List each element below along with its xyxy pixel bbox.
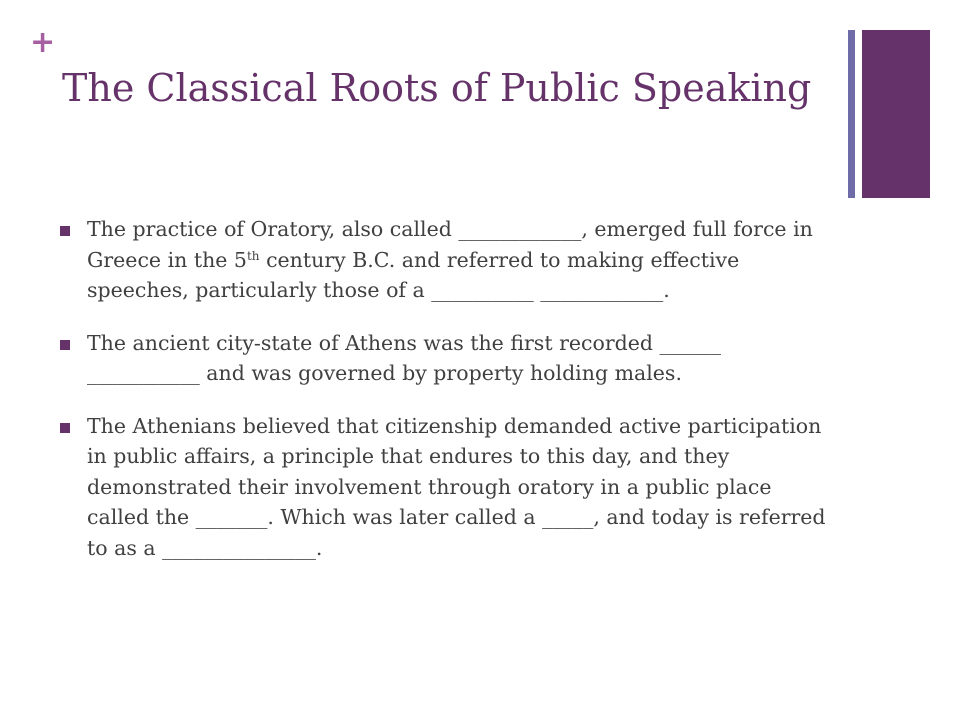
accent-bar-thin [848, 30, 855, 198]
bullet-text: The Athenians believed that citizenship demanded active participation in public affairs, a principle that endures to this day, and they demonstrated their involvement through oratory in a public place called the _______. Which was later called a _____, and today is referred to as a _______________. [87, 413, 826, 560]
slide-title: The Classical Roots of Public Speaking [62, 66, 812, 110]
bullet-list [60, 214, 840, 585]
bullet-square-icon [60, 226, 70, 236]
bullet-item-citizenship [60, 411, 840, 564]
bullet-square-icon [60, 423, 70, 433]
bullet-text: The practice of Oratory, also called ____________, emerged full force in Greece in the 5 [87, 217, 813, 272]
bullet-item-oratory [60, 214, 840, 306]
plus-icon: + [30, 25, 56, 60]
bullet-item-athens [60, 328, 840, 389]
bullet-text-continued: century B.C. and referred to making effective speeches, particularly those of a __________ ____________. [87, 247, 740, 302]
bullet-text: The ancient city-state of Athens was the first recorded ______ ___________ and was governed by property holding males. [87, 330, 722, 385]
accent-bar-thick [862, 30, 930, 198]
superscript-th: th [246, 248, 260, 263]
bullet-square-icon [60, 340, 70, 350]
